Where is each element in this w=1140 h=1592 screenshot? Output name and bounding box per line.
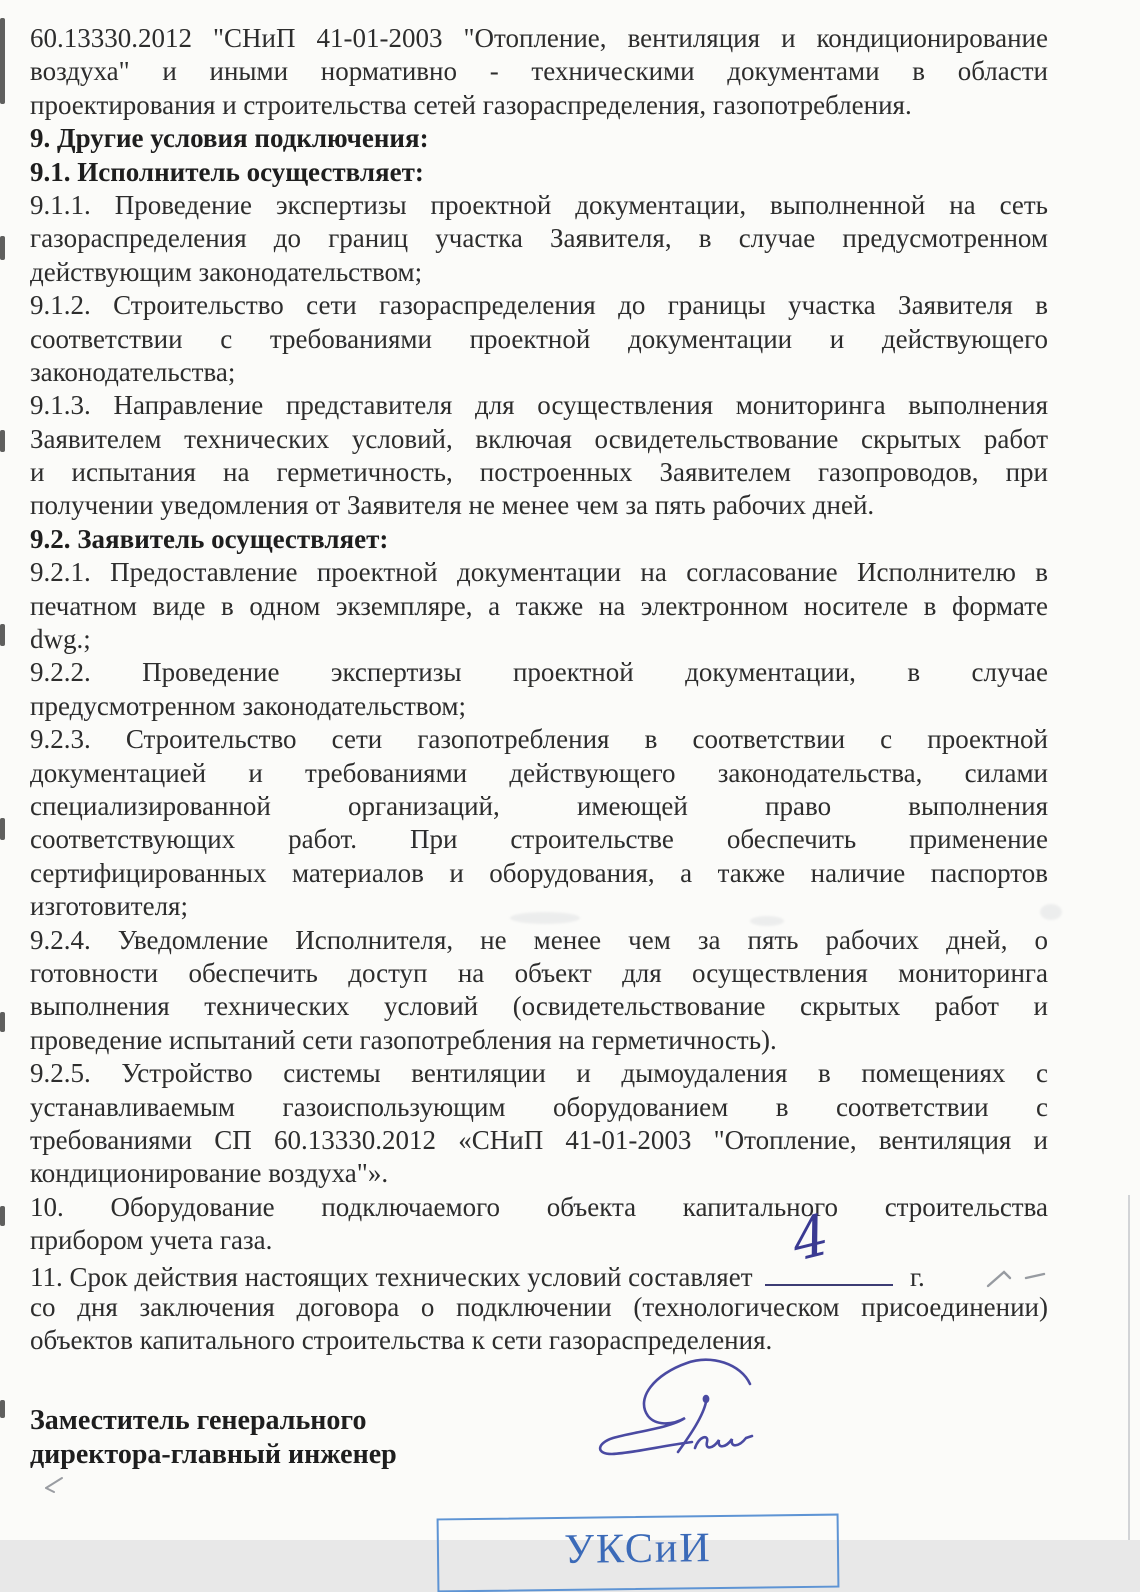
term-line-after: г. [903, 1262, 925, 1293]
signatory-role-line1: Заместитель генерального [30, 1405, 367, 1436]
text-line: предусмотренном законодательством; [30, 690, 466, 721]
text-line: проектирования и строительства сетей газораспределения, газопотребления. [30, 89, 912, 120]
text-line: dwg.; [30, 624, 91, 655]
text-line: 9.2. Заявитель осуществляет: [30, 523, 389, 554]
text-line: 9.1.2. Строительство сети газораспределения до границы участка Заявителя в [30, 290, 1048, 321]
scan-edge-mark [0, 1012, 5, 1032]
scan-edge-mark [0, 818, 5, 840]
scan-edge-mark [0, 1400, 5, 1418]
text-line: устанавливаемым газоиспользующим оборудованием в соответствии с [30, 1091, 1048, 1122]
signatory-role [30, 1404, 397, 1472]
text-line: 9.2.3. Строительство сети газопотребления в соответствии с проектной [30, 724, 1048, 755]
scan-line-right [1128, 1195, 1130, 1540]
scan-smudge [1040, 904, 1062, 920]
scan-edge-mark [0, 624, 5, 646]
text-line: соответствии с требованиями проектной документации и действующего [30, 323, 1048, 354]
text-line: воздуха" и иными нормативно - техническими документами в области [30, 56, 1048, 87]
text-line: 9.2.4. Уведомление Исполнителя, не менее чем за пять рабочих дней, о [30, 924, 1048, 955]
term-line-before: 11. Срок действия настоящих технических условий составляет [30, 1262, 760, 1293]
text-line: 9.2.2. Проведение экспертизы проектной документации, в случае [30, 657, 1048, 688]
scan-edge-mark [0, 1206, 5, 1226]
document-text [30, 22, 1048, 1358]
text-line: 9.1.1. Проведение экспертизы проектной документации, выполненной на сеть [30, 189, 1048, 220]
term-blank-underline [765, 1202, 893, 1286]
scan-edge-mark [0, 236, 5, 260]
scan-smudge [510, 912, 580, 924]
text-line: 9.2.5. Устройство системы вентиляции и дымоудаления в помещениях с [30, 1058, 1048, 1089]
stamp-box [437, 1514, 840, 1592]
text-line: объектов капитального строительства к сети газораспределения. [30, 1325, 773, 1356]
text-line: 9.1.3. Направление представителя для осуществления мониторинга выполнения [30, 390, 1048, 421]
text-line: готовности обеспечить доступ на объект для осуществления мониторинга [30, 957, 1048, 988]
text-line: проведение испытаний сети газопотребления на герметичность). [30, 1024, 777, 1055]
text-line: соответствующих работ. При строительстве обеспечить применение [30, 824, 1048, 855]
text-line: действующим законодательством; [30, 256, 423, 287]
text-line: Заявителем технических условий, включая освидетельствование скрытых работ [30, 423, 1048, 454]
text-line: и испытания на герметичность, построенных Заявителем газопроводов, при [30, 457, 1048, 488]
text-line: 60.13330.2012 "СНиП 41-01-2003 "Отопление, вентиляция и кондиционирование [30, 23, 1048, 53]
signatory-role-line2: директора-главный инженер [30, 1439, 397, 1470]
text-line: 9.2.1. Предоставление проектной документации на согласование Исполнителю в [30, 557, 1048, 588]
text-line: изготовителя; [30, 891, 188, 922]
text-line: газораспределения до границ участка Заявителя, в случае предусмотренном [30, 223, 1048, 254]
text-line: 9.1. Исполнитель осуществляет: [30, 156, 424, 187]
text-line: со дня заключения договора о подключении (технологическом присоединении) [30, 1291, 1048, 1322]
text-line: сертифицированных материалов и оборудования, а также наличие паспортов [30, 857, 1048, 888]
scan-smudge [750, 916, 784, 926]
text-line: 9. Другие условия подключения: [30, 123, 429, 154]
stamp-label: УКСиИ [563, 1525, 712, 1573]
text-line: печатном виде в одном экземпляре, а также на электронном носителе в формате [30, 590, 1048, 621]
text-line: 10. Оборудование подключаемого объекта капитального строительства [30, 1191, 1048, 1222]
pencil-mark-bottom-left [38, 1468, 83, 1500]
text-line: требованиями СП 60.13330.2012 «СНиП 41-01-2003 "Отопление, вентиляция и [30, 1124, 1048, 1155]
text-line: законодательства; [30, 356, 236, 387]
text-line: выполнения технических условий (освидетельствование скрытых работ и [30, 991, 1048, 1022]
text-line: прибором учета газа. [30, 1225, 273, 1256]
text-line: получении уведомления от Заявителя не менее чем за пять рабочих дней. [30, 490, 875, 521]
scan-edge-mark [0, 18, 5, 104]
text-line: специализированной организаций, имеющей право выполнения [30, 790, 1048, 821]
text-line: кондиционирование воздуха"». [30, 1158, 389, 1189]
signature-ink [595, 1352, 780, 1470]
scan-edge-mark [0, 430, 5, 452]
handwritten-term-value: 4 [788, 1202, 834, 1276]
text-line: документацией и требованиями действующего законодательства, силами [30, 757, 1048, 788]
